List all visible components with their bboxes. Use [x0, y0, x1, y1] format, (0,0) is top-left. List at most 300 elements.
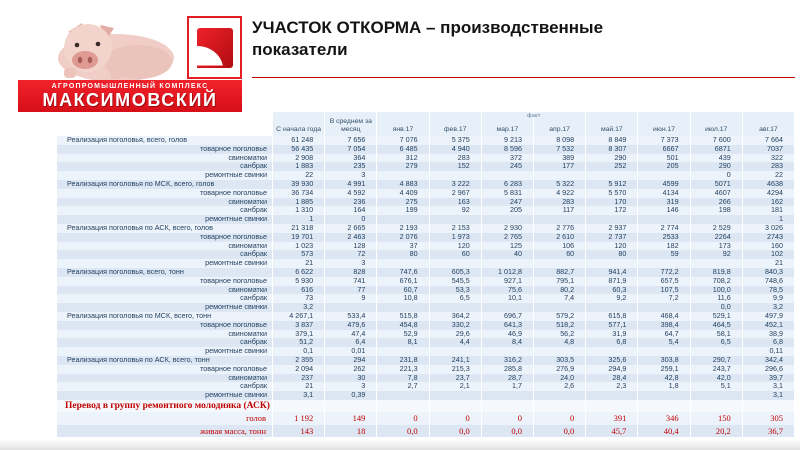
cell-value: 325,6: [586, 356, 638, 365]
cell-value: 9,2: [586, 294, 638, 303]
cell-value: [586, 171, 638, 180]
table-row: [57, 180, 795, 189]
cell-value: [430, 400, 482, 412]
cell-value: 364,2: [430, 312, 482, 321]
cell-value: [534, 400, 586, 412]
cell-value: 346: [638, 412, 690, 424]
cell-value: 303,8: [638, 356, 690, 365]
cell-value: 4 409: [377, 189, 429, 198]
cell-value: 2,3: [586, 382, 638, 391]
row-label: ремонтные свинки: [57, 171, 273, 180]
cell-value: 51,2: [273, 338, 325, 347]
row-label: товарное поголовье: [57, 277, 273, 286]
table-row: [57, 425, 795, 437]
cell-value: 56,2: [534, 330, 586, 339]
cell-value: 241,1: [430, 356, 482, 365]
cell-value: 819,8: [691, 268, 743, 277]
table-row: [57, 224, 795, 233]
row-label: свиноматки: [57, 242, 273, 251]
cell-value: 2 774: [638, 224, 690, 233]
cell-value: 283: [534, 198, 586, 207]
row-label: товарное поголовье: [57, 365, 273, 374]
cell-value: 1,8: [638, 382, 690, 391]
cell-value: 3: [325, 171, 377, 180]
table-row: [57, 250, 795, 259]
cell-value: 1 192: [273, 412, 325, 424]
cell-value: 296,6: [743, 365, 795, 374]
cell-value: 199: [377, 206, 429, 215]
cell-value: [638, 259, 690, 268]
cell-value: 182: [638, 242, 690, 251]
cell-value: 8 307: [586, 145, 638, 154]
cell-value: 10,8: [377, 294, 429, 303]
cell-value: 468,4: [638, 312, 690, 321]
table-row: [57, 412, 795, 424]
cell-value: 80: [586, 250, 638, 259]
cell-value: 2 665: [325, 224, 377, 233]
cell-value: 0,0: [377, 425, 429, 437]
table-row: [57, 400, 795, 412]
row-label: свиноматки: [57, 330, 273, 339]
cell-value: 20,2: [691, 425, 743, 437]
cell-value: 3,1: [273, 391, 325, 400]
table-row: [57, 171, 795, 180]
cell-value: 0,11: [743, 347, 795, 356]
column-header: апр.17: [534, 112, 586, 136]
cell-value: 77: [325, 286, 377, 295]
cell-value: 8 098: [534, 136, 586, 145]
cell-value: 615,8: [586, 312, 638, 321]
cell-value: 330,2: [430, 321, 482, 330]
table-row: [57, 330, 795, 339]
cell-value: 0: [691, 171, 743, 180]
cell-value: 205: [482, 206, 534, 215]
cell-value: 4607: [691, 189, 743, 198]
brand-name: МАКСИМОВСКИЙ: [42, 90, 218, 110]
cell-value: 4 991: [325, 180, 377, 189]
cell-value: [586, 215, 638, 224]
cell-value: 319: [638, 198, 690, 207]
cell-value: 40,4: [638, 425, 690, 437]
cell-value: 2 930: [482, 224, 534, 233]
row-label: Реализация поголовья по МСК, всего, тонн: [57, 312, 273, 321]
cell-value: 452,1: [743, 321, 795, 330]
cell-value: 53,3: [430, 286, 482, 295]
column-header: С начала года: [273, 112, 325, 136]
cell-value: 322: [743, 154, 795, 163]
cell-value: 36,7: [743, 425, 795, 437]
table-row: [57, 189, 795, 198]
cell-value: [534, 391, 586, 400]
slide-title: УЧАСТОК ОТКОРМА – производственные показатели: [252, 18, 604, 60]
cell-value: [430, 215, 482, 224]
cell-value: 150: [691, 412, 743, 424]
cell-value: 78,5: [743, 286, 795, 295]
cell-value: 42,0: [691, 374, 743, 383]
cell-value: [377, 347, 429, 356]
cell-value: 4 940: [430, 145, 482, 154]
cell-value: 6,5: [691, 338, 743, 347]
cell-value: 37: [377, 242, 429, 251]
cell-value: 389: [534, 154, 586, 163]
cell-value: 3: [325, 259, 377, 268]
cell-value: [534, 347, 586, 356]
table-row: [57, 154, 795, 163]
cell-value: 0: [534, 412, 586, 424]
cell-value: 748,6: [743, 277, 795, 286]
cell-value: 285,8: [482, 365, 534, 374]
cell-value: 56 435: [273, 145, 325, 154]
cell-value: 0,0: [691, 303, 743, 312]
cell-value: 0,0: [482, 425, 534, 437]
cell-value: 4134: [638, 189, 690, 198]
cell-value: [377, 215, 429, 224]
cell-value: 290: [691, 162, 743, 171]
cell-value: [430, 171, 482, 180]
cell-value: 170: [586, 198, 638, 207]
cell-value: 236: [325, 198, 377, 207]
cell-value: [377, 303, 429, 312]
brand-emblem-icon: [187, 16, 242, 79]
cell-value: 7 532: [534, 145, 586, 154]
cell-value: 164: [325, 206, 377, 215]
cell-value: 22: [743, 171, 795, 180]
cell-value: 283: [743, 162, 795, 171]
cell-value: [638, 171, 690, 180]
row-label: товарное поголовье: [57, 189, 273, 198]
cell-value: 279: [377, 162, 429, 171]
cell-value: 21: [273, 382, 325, 391]
table-row: [57, 321, 795, 330]
cell-value: 605,3: [430, 268, 482, 277]
cell-value: 7,2: [638, 294, 690, 303]
cell-value: 840,3: [743, 268, 795, 277]
cell-value: 72: [325, 250, 377, 259]
row-label: санбрак: [57, 162, 273, 171]
cell-value: 4638: [743, 180, 795, 189]
cell-value: 259,1: [638, 365, 690, 374]
slide-footer-strip: [0, 440, 800, 450]
cell-value: 1: [273, 215, 325, 224]
cell-value: 882,7: [534, 268, 586, 277]
cell-value: 342,4: [743, 356, 795, 365]
row-label: товарное поголовье: [57, 233, 273, 242]
column-header: фев.17: [430, 112, 482, 136]
cell-value: 80: [377, 250, 429, 259]
cell-value: 2,7: [377, 382, 429, 391]
cell-value: [482, 347, 534, 356]
cell-value: 6 283: [482, 180, 534, 189]
pig-photo: [18, 16, 186, 80]
cell-value: 152: [430, 162, 482, 171]
cell-value: 30: [325, 374, 377, 383]
cell-value: 7037: [743, 145, 795, 154]
cell-value: 18: [325, 425, 377, 437]
cell-value: 120: [430, 242, 482, 251]
cell-value: 24,0: [534, 374, 586, 383]
row-label: товарное поголовье: [57, 321, 273, 330]
cell-value: [743, 400, 795, 412]
cell-value: 247: [482, 198, 534, 207]
cell-value: 172: [586, 206, 638, 215]
cell-value: 243,7: [691, 365, 743, 374]
cell-value: 21 318: [273, 224, 325, 233]
cell-value: 1 885: [273, 198, 325, 207]
cell-value: 45,7: [586, 425, 638, 437]
cell-value: [482, 391, 534, 400]
cell-value: 42,8: [638, 374, 690, 383]
cell-value: 5 322: [534, 180, 586, 189]
table-row: [57, 365, 795, 374]
cell-value: [325, 400, 377, 412]
cell-value: 0: [482, 412, 534, 424]
cell-value: 9 213: [482, 136, 534, 145]
cell-value: 372: [482, 154, 534, 163]
cell-value: 6,8: [586, 338, 638, 347]
cell-value: 454,8: [377, 321, 429, 330]
row-label: санбрак: [57, 294, 273, 303]
table-row: [57, 294, 795, 303]
cell-value: [586, 347, 638, 356]
cell-value: 149: [325, 412, 377, 424]
cell-value: 231,8: [377, 356, 429, 365]
cell-value: 120: [586, 242, 638, 251]
cell-value: 75,6: [482, 286, 534, 295]
cell-value: 515,8: [377, 312, 429, 321]
cell-value: [430, 347, 482, 356]
table-row: [57, 347, 795, 356]
cell-value: 1 023: [273, 242, 325, 251]
cell-value: [691, 259, 743, 268]
cell-value: [482, 303, 534, 312]
cell-value: [586, 391, 638, 400]
cell-value: 58,1: [691, 330, 743, 339]
cell-value: 2533: [638, 233, 690, 242]
cell-value: 3 026: [743, 224, 795, 233]
cell-value: 80,2: [534, 286, 586, 295]
cell-value: 6 485: [377, 145, 429, 154]
cell-value: 4,8: [534, 338, 586, 347]
row-label: ремонтные свинки: [57, 391, 273, 400]
cell-value: 198: [691, 206, 743, 215]
cell-value: 19 701: [273, 233, 325, 242]
table-row: [57, 356, 795, 365]
row-label: Реализация поголовья, всего, голов: [57, 136, 273, 145]
cell-value: 283: [430, 154, 482, 163]
cell-value: 6667: [638, 145, 690, 154]
cell-value: 941,4: [586, 268, 638, 277]
cell-value: 60,3: [586, 286, 638, 295]
row-label: ремонтные свинки: [57, 215, 273, 224]
cell-value: [482, 215, 534, 224]
cell-value: 106: [534, 242, 586, 251]
cell-value: 160: [743, 242, 795, 251]
row-label: ремонтные свинки: [57, 303, 273, 312]
cell-value: 28,7: [482, 374, 534, 383]
cell-value: 2 153: [430, 224, 482, 233]
table-row: [57, 136, 795, 145]
cell-value: 641,3: [482, 321, 534, 330]
cell-value: 398,4: [638, 321, 690, 330]
cell-value: 2 529: [691, 224, 743, 233]
cell-value: [691, 391, 743, 400]
cell-value: 237: [273, 374, 325, 383]
cell-value: 1: [743, 215, 795, 224]
row-label: санбрак: [57, 206, 273, 215]
pig-illustration-icon: [18, 16, 186, 80]
cell-value: 290,7: [691, 356, 743, 365]
cell-value: 47,4: [325, 330, 377, 339]
table-row: [57, 312, 795, 321]
cell-value: 173: [691, 242, 743, 251]
cell-value: 3,2: [273, 303, 325, 312]
cell-value: 163: [430, 198, 482, 207]
cell-value: 245: [482, 162, 534, 171]
cell-value: 4 267,1: [273, 312, 325, 321]
cell-value: 501: [638, 154, 690, 163]
row-label: свиноматки: [57, 198, 273, 207]
cell-value: 38,9: [743, 330, 795, 339]
cell-value: [586, 303, 638, 312]
cell-value: [482, 171, 534, 180]
cell-value: [638, 391, 690, 400]
cell-value: 177: [534, 162, 586, 171]
table-row: [57, 338, 795, 347]
row-label: Реализация поголовья, всего, тонн: [57, 268, 273, 277]
cell-value: 4599: [638, 180, 690, 189]
table-row: [57, 215, 795, 224]
column-header: В среднем за месяц: [325, 112, 377, 136]
brand-banner: [18, 80, 242, 112]
cell-value: 215,3: [430, 365, 482, 374]
cell-value: 60,7: [377, 286, 429, 295]
table-row: [57, 374, 795, 383]
cell-value: 828: [325, 268, 377, 277]
cell-value: 741: [325, 277, 377, 286]
cell-value: [534, 171, 586, 180]
cell-value: 39,7: [743, 374, 795, 383]
cell-value: 871,9: [586, 277, 638, 286]
cell-value: 1 883: [273, 162, 325, 171]
cell-value: [691, 347, 743, 356]
cell-value: 0: [430, 412, 482, 424]
cell-value: 676,1: [377, 277, 429, 286]
cell-value: 616: [273, 286, 325, 295]
column-header: мар.17: [482, 112, 534, 136]
cell-value: [534, 215, 586, 224]
cell-value: 6,8: [743, 338, 795, 347]
cell-value: 73: [273, 294, 325, 303]
cell-value: 21: [743, 259, 795, 268]
cell-value: 7,4: [534, 294, 586, 303]
column-header: авг.17: [743, 112, 795, 136]
cell-value: 8,1: [377, 338, 429, 347]
cell-value: 0,0: [534, 425, 586, 437]
cell-value: 2 937: [586, 224, 638, 233]
cell-value: 11,6: [691, 294, 743, 303]
cell-value: 747,6: [377, 268, 429, 277]
cell-value: 545,5: [430, 277, 482, 286]
cell-value: 364: [325, 154, 377, 163]
table-row: [57, 162, 795, 171]
cell-value: 252: [586, 162, 638, 171]
cell-value: 4294: [743, 189, 795, 198]
cell-value: [430, 259, 482, 268]
cell-value: 31,9: [586, 330, 638, 339]
cell-value: 1,7: [482, 382, 534, 391]
cell-value: [377, 391, 429, 400]
cell-value: 162: [743, 198, 795, 207]
cell-value: 40: [482, 250, 534, 259]
column-header: май.17: [586, 112, 638, 136]
cell-value: [586, 400, 638, 412]
cell-value: 0: [325, 215, 377, 224]
cell-value: 107,5: [638, 286, 690, 295]
cell-value: 6 622: [273, 268, 325, 277]
cell-value: 303,5: [534, 356, 586, 365]
cell-value: 4,4: [430, 338, 482, 347]
cell-value: 221,3: [377, 365, 429, 374]
cell-value: 518,2: [534, 321, 586, 330]
cell-value: 7 600: [691, 136, 743, 145]
cell-value: 4 592: [325, 189, 377, 198]
table-row: [57, 382, 795, 391]
cell-value: 1 973: [430, 233, 482, 242]
cell-value: 3,2: [743, 303, 795, 312]
table-row: [57, 286, 795, 295]
cell-value: 92: [691, 250, 743, 259]
cell-value: 2 765: [482, 233, 534, 242]
cell-value: 2 737: [586, 233, 638, 242]
table-row: [57, 145, 795, 154]
cell-value: [638, 303, 690, 312]
row-label: свиноматки: [57, 286, 273, 295]
cell-value: 8 849: [586, 136, 638, 145]
row-label: ремонтные свинки: [57, 259, 273, 268]
cell-value: 497,9: [743, 312, 795, 321]
cell-value: 4 922: [534, 189, 586, 198]
cell-value: 3,1: [743, 391, 795, 400]
cell-value: 290: [586, 154, 638, 163]
cell-value: 0,1: [273, 347, 325, 356]
row-label: Реализация поголовья по АСК, всего, тонн: [57, 356, 273, 365]
row-label: ремонтные свинки: [57, 347, 273, 356]
cell-value: 0,0: [430, 425, 482, 437]
cell-value: 5 930: [273, 277, 325, 286]
cell-value: 21: [273, 259, 325, 268]
row-label: Реализация поголовья по АСК, всего, голов: [57, 224, 273, 233]
cell-value: 4 883: [377, 180, 429, 189]
cell-value: 92: [430, 206, 482, 215]
cell-value: 125: [482, 242, 534, 251]
cell-value: 5 831: [482, 189, 534, 198]
cell-value: 3 222: [430, 180, 482, 189]
row-label: живая масса, тонн: [57, 425, 273, 437]
table-row: [57, 198, 795, 207]
cell-value: 102: [743, 250, 795, 259]
cell-value: 772,2: [638, 268, 690, 277]
row-label: товарное поголовье: [57, 145, 273, 154]
cell-value: 5,4: [638, 338, 690, 347]
cell-value: 275: [377, 198, 429, 207]
cell-value: [430, 391, 482, 400]
cell-value: 2 094: [273, 365, 325, 374]
cell-value: [534, 259, 586, 268]
cell-value: 22: [273, 171, 325, 180]
cell-value: [638, 347, 690, 356]
cell-value: 316,2: [482, 356, 534, 365]
cell-value: 2 908: [273, 154, 325, 163]
